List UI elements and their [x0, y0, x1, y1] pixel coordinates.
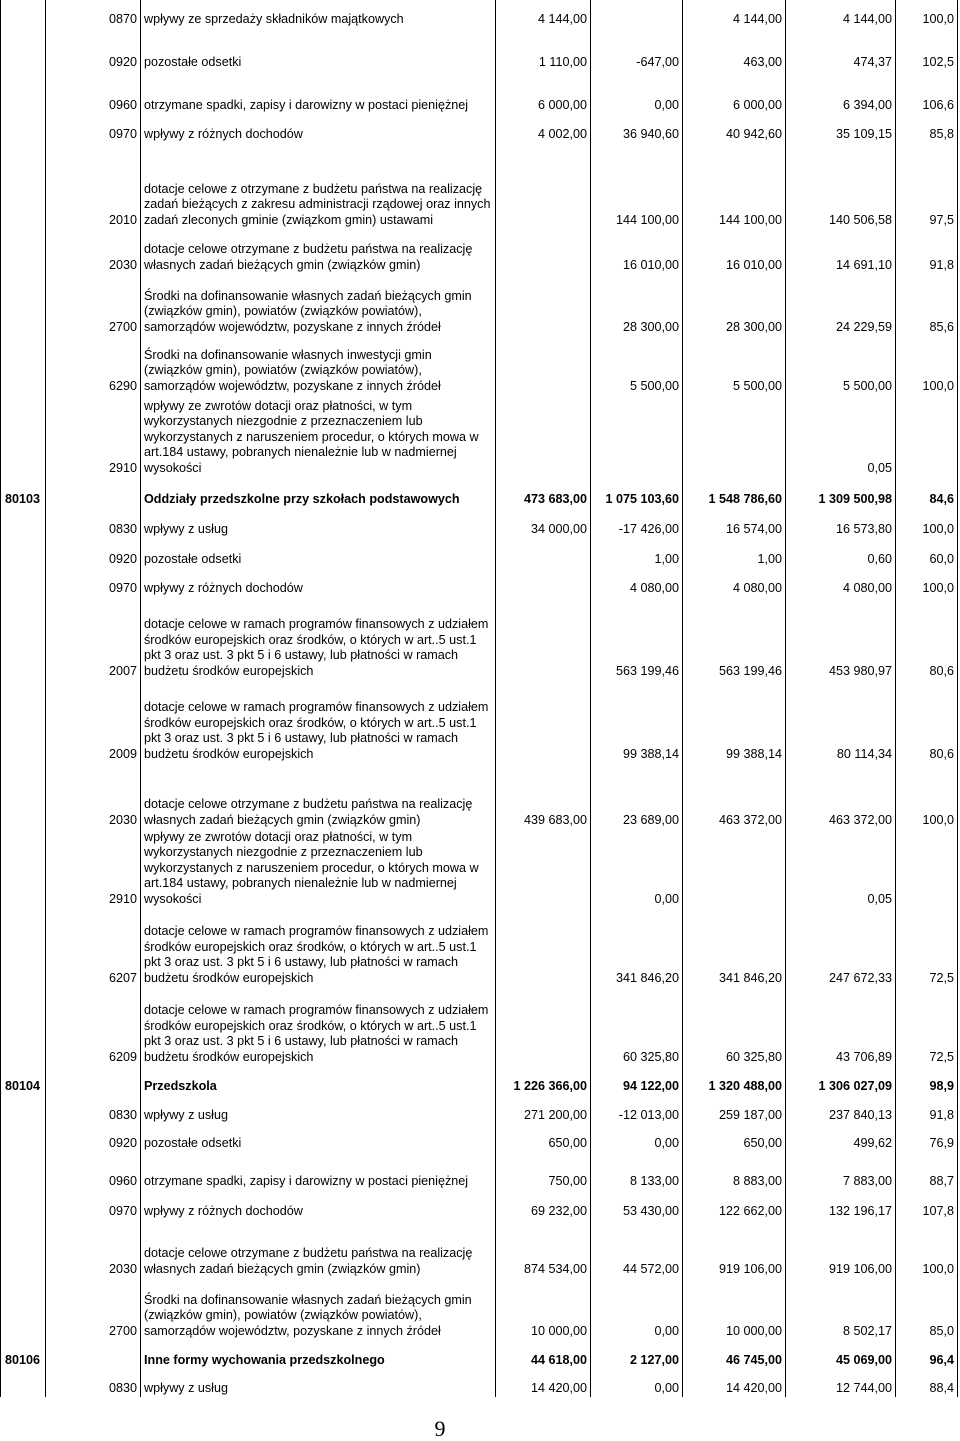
- value-col-1: [496, 274, 591, 336]
- value-col-1: 1 226 366,00: [496, 1066, 591, 1095]
- description: Środki na dofinansowanie własnych inwestycji gmin (związków gmin), powiatów (związków powiatów), samorządów województw, pozyskane z innych źródeł: [141, 336, 496, 395]
- value-col-3: 5 500,00: [683, 336, 786, 395]
- description: Środki na dofinansowanie własnych zadań bieżących gmin (związków gmin), powiatów (związków powiatów), samorządów województw, pozyskane z innych źródeł: [141, 1278, 496, 1340]
- paragraph-code: 0830: [46, 508, 141, 538]
- value-col-3: 16 574,00: [683, 508, 786, 538]
- value-col-1: [496, 987, 591, 1066]
- table-row: [1, 28, 958, 71]
- section-code: [1, 229, 46, 274]
- paragraph-code: 2700: [46, 1278, 141, 1340]
- section-code: [1, 1190, 46, 1220]
- value-col-2: 341 846,20: [591, 908, 683, 987]
- paragraph-code: 0920: [46, 538, 141, 568]
- value-col-2: 1,00: [591, 538, 683, 568]
- value-col-1: 34 000,00: [496, 508, 591, 538]
- paragraph-code: [46, 477, 141, 508]
- percent: 76,9: [896, 1124, 958, 1152]
- table-row: [1, 1095, 958, 1124]
- percent: 102,5: [896, 28, 958, 71]
- percent: 72,5: [896, 908, 958, 987]
- table-row: [1, 274, 958, 336]
- percent: 80,6: [896, 597, 958, 680]
- description: Środki na dofinansowanie własnych zadań bieżących gmin (związków gmin), powiatów (związków powiatów), samorządów województw, pozyskane z innych źródeł: [141, 274, 496, 336]
- value-col-3: 122 662,00: [683, 1190, 786, 1220]
- value-col-4: 132 196,17: [786, 1190, 896, 1220]
- paragraph-code: 6209: [46, 987, 141, 1066]
- value-col-2: -647,00: [591, 28, 683, 71]
- table-row: [1, 71, 958, 114]
- value-col-4: 16 573,80: [786, 508, 896, 538]
- percent: 96,4: [896, 1340, 958, 1369]
- percent: 84,6: [896, 477, 958, 508]
- percent: 72,5: [896, 987, 958, 1066]
- paragraph-code: 2910: [46, 829, 141, 908]
- paragraph-code: 0970: [46, 568, 141, 597]
- value-col-1: 439 683,00: [496, 763, 591, 829]
- description: wpływy ze zwrotów dotacji oraz płatności, w tym wykorzystanych niezgodnie z przeznaczeniem lub wykorzystanych z naruszeniem procedur, o których mowa w art.184 ustawy, pobranych nienależnie lub w nadmiernej wysokości: [141, 829, 496, 908]
- table-row: [1, 680, 958, 763]
- value-col-2: 8 133,00: [591, 1152, 683, 1190]
- paragraph-code: 6290: [46, 336, 141, 395]
- table-row: [1, 597, 958, 680]
- paragraph-code: 0960: [46, 71, 141, 114]
- description: wpływy z różnych dochodów: [141, 1190, 496, 1220]
- value-col-1: 271 200,00: [496, 1095, 591, 1124]
- section-code: [1, 71, 46, 114]
- value-col-1: 874 534,00: [496, 1220, 591, 1278]
- table-row: [1, 1220, 958, 1278]
- percent: 60,0: [896, 538, 958, 568]
- description: dotacje celowe w ramach programów finansowych z udziałem środków europejskich oraz środków, o których w art..5 ust.1 pkt 3 oraz ust. 3 pkt 5 i 6 ustawy, lub płatności w ramach budżetu środków europejskich: [141, 597, 496, 680]
- value-col-4: 0,05: [786, 829, 896, 908]
- value-col-1: [496, 143, 591, 229]
- table-row: [1, 829, 958, 908]
- description: wpływy z różnych dochodów: [141, 114, 496, 143]
- percent: 88,7: [896, 1152, 958, 1190]
- table-row: [1, 143, 958, 229]
- description: dotacje celowe w ramach programów finansowych z udziałem środków europejskich oraz środków, o których w art..5 ust.1 pkt 3 oraz ust. 3 pkt 5 i 6 ustawy, lub płatności w ramach budżetu środków europejskich: [141, 680, 496, 763]
- table-row: [1, 229, 958, 274]
- paragraph-code: 0970: [46, 1190, 141, 1220]
- value-col-3: 10 000,00: [683, 1278, 786, 1340]
- value-col-1: [496, 538, 591, 568]
- section-code: [1, 597, 46, 680]
- table-row: [1, 1152, 958, 1190]
- percent: 85,0: [896, 1278, 958, 1340]
- percent: 100,0: [896, 336, 958, 395]
- value-col-1: 4 002,00: [496, 114, 591, 143]
- description: wpływy z usług: [141, 1095, 496, 1124]
- value-col-2: 16 010,00: [591, 229, 683, 274]
- paragraph-code: 0960: [46, 1152, 141, 1190]
- description: dotacje celowe otrzymane z budżetu państwa na realizację własnych zadań bieżących gmin (związków gmin): [141, 229, 496, 274]
- value-col-1: [496, 680, 591, 763]
- section-code: [1, 680, 46, 763]
- percent: 80,6: [896, 680, 958, 763]
- section-code: [1, 1369, 46, 1397]
- percent: 85,6: [896, 274, 958, 336]
- value-col-4: 4 080,00: [786, 568, 896, 597]
- value-col-4: 237 840,13: [786, 1095, 896, 1124]
- table-row: [1, 508, 958, 538]
- value-col-3: 1 548 786,60: [683, 477, 786, 508]
- table-row: [1, 1124, 958, 1152]
- section-code: [1, 274, 46, 336]
- percent: 91,8: [896, 229, 958, 274]
- percent: 100,0: [896, 763, 958, 829]
- value-col-4: 463 372,00: [786, 763, 896, 829]
- description: wpływy z usług: [141, 1369, 496, 1397]
- value-col-3: 1 320 488,00: [683, 1066, 786, 1095]
- value-col-2: 0,00: [591, 1369, 683, 1397]
- value-col-2: 4 080,00: [591, 568, 683, 597]
- table-row: [1, 1369, 958, 1397]
- value-col-3: 14 420,00: [683, 1369, 786, 1397]
- value-col-4: 8 502,17: [786, 1278, 896, 1340]
- value-col-2: 94 122,00: [591, 1066, 683, 1095]
- paragraph-code: 0830: [46, 1095, 141, 1124]
- section-code: [1, 0, 46, 28]
- table-row: [1, 1278, 958, 1340]
- description: pozostałe odsetki: [141, 1124, 496, 1152]
- section-code: [1, 114, 46, 143]
- section-code: [1, 908, 46, 987]
- value-col-4: 7 883,00: [786, 1152, 896, 1190]
- table-row: [1, 477, 958, 508]
- value-col-1: [496, 908, 591, 987]
- value-col-2: 0,00: [591, 1278, 683, 1340]
- paragraph-code: 2030: [46, 1220, 141, 1278]
- value-col-2: -12 013,00: [591, 1095, 683, 1124]
- value-col-4: 24 229,59: [786, 274, 896, 336]
- percent: 100,0: [896, 508, 958, 538]
- value-col-3: 259 187,00: [683, 1095, 786, 1124]
- value-col-4: 474,37: [786, 28, 896, 71]
- value-col-3: 6 000,00: [683, 71, 786, 114]
- description: otrzymane spadki, zapisy i darowizny w postaci pieniężnej: [141, 1152, 496, 1190]
- page-number: 9: [434, 1416, 446, 1441]
- table-row: [1, 568, 958, 597]
- section-code: [1, 568, 46, 597]
- value-col-4: 4 144,00: [786, 0, 896, 28]
- section-code: [1, 538, 46, 568]
- paragraph-code: 6207: [46, 908, 141, 987]
- section-code: [1, 395, 46, 477]
- paragraph-code: 2910: [46, 395, 141, 477]
- section-code: 80104: [1, 1066, 46, 1095]
- value-col-3: [683, 395, 786, 477]
- section-code: 80103: [1, 477, 46, 508]
- table-row: [1, 763, 958, 829]
- value-col-3: 341 846,20: [683, 908, 786, 987]
- value-col-1: [496, 395, 591, 477]
- paragraph-code: 0830: [46, 1369, 141, 1397]
- value-col-1: [496, 597, 591, 680]
- value-col-3: 4 080,00: [683, 568, 786, 597]
- value-col-1: 6 000,00: [496, 71, 591, 114]
- value-col-3: 919 106,00: [683, 1220, 786, 1278]
- table-row: [1, 1340, 958, 1369]
- value-col-3: 1,00: [683, 538, 786, 568]
- description: dotacje celowe w ramach programów finansowych z udziałem środków europejskich oraz środków, o których w art..5 ust.1 pkt 3 oraz ust. 3 pkt 5 i 6 ustawy, lub płatności w ramach budżetu środków europejskich: [141, 987, 496, 1066]
- value-col-1: 14 420,00: [496, 1369, 591, 1397]
- value-col-3: 563 199,46: [683, 597, 786, 680]
- value-col-4: 12 744,00: [786, 1369, 896, 1397]
- percent: 107,8: [896, 1190, 958, 1220]
- paragraph-code: 2007: [46, 597, 141, 680]
- table-row: [1, 538, 958, 568]
- section-code: [1, 763, 46, 829]
- value-col-1: 10 000,00: [496, 1278, 591, 1340]
- description: otrzymane spadki, zapisy i darowizny w postaci pieniężnej: [141, 71, 496, 114]
- value-col-3: 40 942,60: [683, 114, 786, 143]
- percent: 98,9: [896, 1066, 958, 1095]
- value-col-2: 60 325,80: [591, 987, 683, 1066]
- value-col-2: 53 430,00: [591, 1190, 683, 1220]
- table-row: [1, 0, 958, 28]
- section-code: [1, 508, 46, 538]
- percent: [896, 395, 958, 477]
- description: wpływy z różnych dochodów: [141, 568, 496, 597]
- value-col-2: -17 426,00: [591, 508, 683, 538]
- value-col-4: 14 691,10: [786, 229, 896, 274]
- paragraph-code: 2030: [46, 763, 141, 829]
- paragraph-code: 0970: [46, 114, 141, 143]
- paragraph-code: 2700: [46, 274, 141, 336]
- paragraph-code: 2010: [46, 143, 141, 229]
- budget-table-body: [1, 0, 958, 1397]
- value-col-2: 28 300,00: [591, 274, 683, 336]
- percent: 106,6: [896, 71, 958, 114]
- value-col-2: [591, 0, 683, 28]
- value-col-4: 1 309 500,98: [786, 477, 896, 508]
- value-col-2: 5 500,00: [591, 336, 683, 395]
- section-code: [1, 1278, 46, 1340]
- value-col-3: 99 388,14: [683, 680, 786, 763]
- table-row: [1, 908, 958, 987]
- description: wpływy ze sprzedaży składników majątkowych: [141, 0, 496, 28]
- value-col-3: 463 372,00: [683, 763, 786, 829]
- value-col-3: 28 300,00: [683, 274, 786, 336]
- section-code: [1, 1220, 46, 1278]
- percent: 100,0: [896, 568, 958, 597]
- description: pozostałe odsetki: [141, 538, 496, 568]
- value-col-1: 750,00: [496, 1152, 591, 1190]
- percent: 100,0: [896, 0, 958, 28]
- value-col-1: [496, 229, 591, 274]
- percent: 97,5: [896, 143, 958, 229]
- percent: 91,8: [896, 1095, 958, 1124]
- value-col-2: 144 100,00: [591, 143, 683, 229]
- section-code: [1, 336, 46, 395]
- value-col-4: 453 980,97: [786, 597, 896, 680]
- value-col-3: 46 745,00: [683, 1340, 786, 1369]
- value-col-4: 919 106,00: [786, 1220, 896, 1278]
- value-col-2: 23 689,00: [591, 763, 683, 829]
- paragraph-code: [46, 1340, 141, 1369]
- percent: [896, 829, 958, 908]
- value-col-2: [591, 395, 683, 477]
- description: Inne formy wychowania przedszkolnego: [141, 1340, 496, 1369]
- value-col-1: 4 144,00: [496, 0, 591, 28]
- value-col-4: 140 506,58: [786, 143, 896, 229]
- value-col-3: 16 010,00: [683, 229, 786, 274]
- table-row: [1, 395, 958, 477]
- value-col-2: 44 572,00: [591, 1220, 683, 1278]
- value-col-4: 80 114,34: [786, 680, 896, 763]
- description: wpływy ze zwrotów dotacji oraz płatności, w tym wykorzystanych niezgodnie z przeznaczeniem lub wykorzystanych z naruszeniem procedur, o których mowa w art.184 ustawy, pobranych nienależnie lub w nadmiernej wysokości: [141, 395, 496, 477]
- value-col-4: 247 672,33: [786, 908, 896, 987]
- percent: 88,4: [896, 1369, 958, 1397]
- value-col-4: 6 394,00: [786, 71, 896, 114]
- value-col-2: 0,00: [591, 71, 683, 114]
- value-col-3: [683, 829, 786, 908]
- value-col-2: 99 388,14: [591, 680, 683, 763]
- value-col-4: 35 109,15: [786, 114, 896, 143]
- value-col-4: 1 306 027,09: [786, 1066, 896, 1095]
- value-col-2: 0,00: [591, 829, 683, 908]
- value-col-4: 45 069,00: [786, 1340, 896, 1369]
- section-code: [1, 1124, 46, 1152]
- description: pozostałe odsetki: [141, 28, 496, 71]
- paragraph-code: 0870: [46, 0, 141, 28]
- description: dotacje celowe otrzymane z budżetu państwa na realizację własnych zadań bieżących gmin (związków gmin): [141, 1220, 496, 1278]
- paragraph-code: [46, 1066, 141, 1095]
- value-col-2: 0,00: [591, 1124, 683, 1152]
- value-col-1: 473 683,00: [496, 477, 591, 508]
- value-col-3: 4 144,00: [683, 0, 786, 28]
- value-col-1: 1 110,00: [496, 28, 591, 71]
- value-col-1: 650,00: [496, 1124, 591, 1152]
- section-code: [1, 987, 46, 1066]
- table-row: [1, 1190, 958, 1220]
- value-col-3: 463,00: [683, 28, 786, 71]
- value-col-1: [496, 336, 591, 395]
- percent: 100,0: [896, 1220, 958, 1278]
- value-col-3: 8 883,00: [683, 1152, 786, 1190]
- value-col-2: 2 127,00: [591, 1340, 683, 1369]
- value-col-1: [496, 829, 591, 908]
- description: wpływy z usług: [141, 508, 496, 538]
- section-code: [1, 28, 46, 71]
- table-row: [1, 336, 958, 395]
- value-col-4: 5 500,00: [786, 336, 896, 395]
- section-code: [1, 143, 46, 229]
- value-col-2: 563 199,46: [591, 597, 683, 680]
- description: Przedszkola: [141, 1066, 496, 1095]
- section-code: [1, 829, 46, 908]
- paragraph-code: 2009: [46, 680, 141, 763]
- value-col-3: 650,00: [683, 1124, 786, 1152]
- value-col-4: 499,62: [786, 1124, 896, 1152]
- table-row: [1, 1066, 958, 1095]
- value-col-1: 44 618,00: [496, 1340, 591, 1369]
- section-code: 80106: [1, 1340, 46, 1369]
- section-code: [1, 1095, 46, 1124]
- section-code: [1, 1152, 46, 1190]
- value-col-1: 69 232,00: [496, 1190, 591, 1220]
- paragraph-code: 2030: [46, 229, 141, 274]
- value-col-4: 0,60: [786, 538, 896, 568]
- value-col-3: 144 100,00: [683, 143, 786, 229]
- description: dotacje celowe otrzymane z budżetu państwa na realizację własnych zadań bieżących gmin (związków gmin): [141, 763, 496, 829]
- value-col-4: 43 706,89: [786, 987, 896, 1066]
- percent: 85,8: [896, 114, 958, 143]
- value-col-2: 36 940,60: [591, 114, 683, 143]
- value-col-4: 0,05: [786, 395, 896, 477]
- description: dotacje celowe z otrzymane z budżetu państwa na realizację zadań bieżących z zakresu administracji rządowej oraz innych zadań zleconych gminie (związkom gmin) ustawami: [141, 143, 496, 229]
- value-col-1: [496, 568, 591, 597]
- table-row: [1, 114, 958, 143]
- paragraph-code: 0920: [46, 28, 141, 71]
- paragraph-code: 0920: [46, 1124, 141, 1152]
- description: dotacje celowe w ramach programów finansowych z udziałem środków europejskich oraz środków, o których w art..5 ust.1 pkt 3 oraz ust. 3 pkt 5 i 6 ustawy, lub płatności w ramach budżetu środków europejskich: [141, 908, 496, 987]
- description: Oddziały przedszkolne przy szkołach podstawowych: [141, 477, 496, 508]
- value-col-2: 1 075 103,60: [591, 477, 683, 508]
- value-col-3: 60 325,80: [683, 987, 786, 1066]
- table-row: [1, 987, 958, 1066]
